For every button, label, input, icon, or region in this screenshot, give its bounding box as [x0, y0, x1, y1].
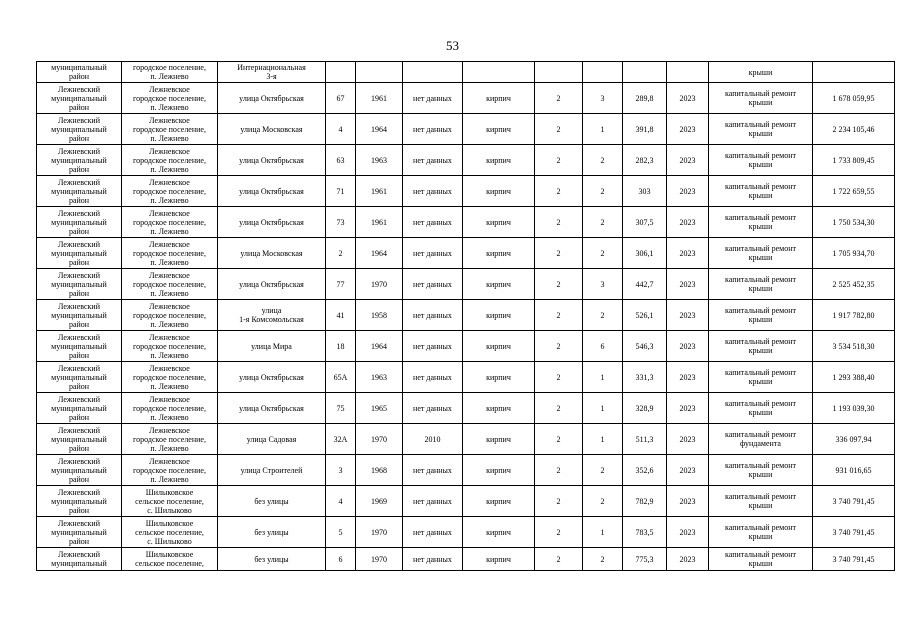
table-row: [37, 300, 895, 331]
cell-entrances: 1: [583, 362, 623, 393]
table-row: [37, 331, 895, 362]
cell-cost: 1 750 534,30: [813, 207, 895, 238]
cell-district: Лежневский муниципальный район: [37, 114, 122, 145]
cell-cost: 2 234 105,46: [813, 114, 895, 145]
table-row: [37, 393, 895, 424]
cell-entrances: 3: [583, 269, 623, 300]
cell-area: 352,6: [623, 455, 667, 486]
cell-cost: 2 525 452,35: [813, 269, 895, 300]
cell-street: улица Московская: [218, 238, 326, 269]
cell-settlement: городское поселение, п. Лежнево: [122, 62, 218, 83]
cell-floors: 2: [535, 176, 583, 207]
cell-entrances: 2: [583, 300, 623, 331]
cell-district: Лежневский муниципальный район: [37, 207, 122, 238]
cell-entrances: 1: [583, 517, 623, 548]
cell-entrances: 2: [583, 486, 623, 517]
cell-cost: 1 722 659,55: [813, 176, 895, 207]
cell-settlement: Лежневское городское поселение, п. Лежнево: [122, 207, 218, 238]
cell-repair-type: капитальный ремонт крыши: [709, 331, 813, 362]
cell-repair-year: 2023: [667, 176, 709, 207]
cell-repair-type: капитальный ремонт крыши: [709, 145, 813, 176]
cell-wall-material: кирпич: [463, 207, 535, 238]
cell-cost: 3 740 791,45: [813, 548, 895, 571]
cell-cost: 336 097,94: [813, 424, 895, 455]
cell-floors: 2: [535, 114, 583, 145]
cell-repair-type: капитальный ремонт крыши: [709, 517, 813, 548]
cell-street: без улицы: [218, 517, 326, 548]
cell-wall-material: кирпич: [463, 517, 535, 548]
page-number: 53: [446, 38, 459, 53]
cell-repair-type: капитальный ремонт крыши: [709, 83, 813, 114]
cell-district: Лежневский муниципальный район: [37, 176, 122, 207]
cell-reconstruction-year: нет данных: [403, 548, 463, 571]
cell-entrances: 6: [583, 331, 623, 362]
cell-entrances: 1: [583, 114, 623, 145]
cell-repair-type: капитальный ремонт крыши: [709, 176, 813, 207]
cell-cost: 3 534 518,30: [813, 331, 895, 362]
cell-district: Лежневский муниципальный район: [37, 517, 122, 548]
cell-cost: 1 678 059,95: [813, 83, 895, 114]
cell-reconstruction-year: нет данных: [403, 393, 463, 424]
cell-reconstruction-year: нет данных: [403, 517, 463, 548]
cell-house-number: 63: [326, 145, 356, 176]
table-row: [37, 517, 895, 548]
cell-street: улица Строителей: [218, 455, 326, 486]
cell-floors: 2: [535, 83, 583, 114]
cell-district: Лежневский муниципальный район: [37, 331, 122, 362]
cell-build-year: 1963: [356, 145, 403, 176]
cell-settlement: Лежневское городское поселение, п. Лежнево: [122, 455, 218, 486]
cell-street: Интернациональная 3-я: [218, 62, 326, 83]
cell-wall-material: [463, 62, 535, 83]
cell-build-year: 1964: [356, 331, 403, 362]
cell-entrances: 2: [583, 455, 623, 486]
cell-floors: [535, 62, 583, 83]
cell-entrances: 2: [583, 548, 623, 571]
cell-street: улица Октябрьская: [218, 269, 326, 300]
cell-street: без улицы: [218, 548, 326, 571]
cell-wall-material: кирпич: [463, 83, 535, 114]
cell-area: 331,3: [623, 362, 667, 393]
cell-settlement: Шилыковское сельское поселение, с. Шилыково: [122, 486, 218, 517]
table-row: [37, 455, 895, 486]
cell-floors: 2: [535, 362, 583, 393]
table-row: [37, 548, 895, 571]
cell-wall-material: кирпич: [463, 331, 535, 362]
cell-cost: 3 740 791,45: [813, 486, 895, 517]
cell-repair-year: 2023: [667, 114, 709, 145]
cell-area: 282,3: [623, 145, 667, 176]
cell-entrances: 1: [583, 393, 623, 424]
table-row: [37, 269, 895, 300]
cell-build-year: [356, 62, 403, 83]
cell-entrances: 3: [583, 83, 623, 114]
cell-area: 328,9: [623, 393, 667, 424]
cell-reconstruction-year: нет данных: [403, 83, 463, 114]
cell-street: улица Октябрьская: [218, 83, 326, 114]
table-row: [37, 145, 895, 176]
cell-settlement: Лежневское городское поселение, п. Лежнево: [122, 393, 218, 424]
cell-area: 303: [623, 176, 667, 207]
cell-settlement: Лежневское городское поселение, п. Лежнево: [122, 362, 218, 393]
cell-repair-type: капитальный ремонт крыши: [709, 269, 813, 300]
cell-house-number: 32А: [326, 424, 356, 455]
cell-district: Лежневский муниципальный район: [37, 362, 122, 393]
cell-repair-type: капитальный ремонт крыши: [709, 486, 813, 517]
cell-street: без улицы: [218, 486, 326, 517]
cell-floors: 2: [535, 269, 583, 300]
cell-house-number: 4: [326, 486, 356, 517]
cell-repair-year: 2023: [667, 517, 709, 548]
cell-build-year: 1969: [356, 486, 403, 517]
cell-house-number: 5: [326, 517, 356, 548]
cell-repair-type: капитальный ремонт крыши: [709, 114, 813, 145]
cell-floors: 2: [535, 300, 583, 331]
cell-build-year: 1958: [356, 300, 403, 331]
cell-build-year: 1961: [356, 176, 403, 207]
cell-build-year: 1961: [356, 83, 403, 114]
cell-district: Лежневский муниципальный район: [37, 83, 122, 114]
cell-repair-year: [667, 62, 709, 83]
cell-build-year: 1970: [356, 517, 403, 548]
cell-reconstruction-year: 2010: [403, 424, 463, 455]
cell-build-year: 1963: [356, 362, 403, 393]
cell-wall-material: кирпич: [463, 176, 535, 207]
cell-area: 783,5: [623, 517, 667, 548]
cell-house-number: 41: [326, 300, 356, 331]
cell-district: Лежневский муниципальный район: [37, 486, 122, 517]
cell-repair-year: 2023: [667, 455, 709, 486]
cell-cost: 1 293 388,40: [813, 362, 895, 393]
cell-wall-material: кирпич: [463, 269, 535, 300]
cell-floors: 2: [535, 393, 583, 424]
cell-area: 782,9: [623, 486, 667, 517]
cell-house-number: 18: [326, 331, 356, 362]
cell-street: улица Октябрьская: [218, 207, 326, 238]
cell-settlement: Лежневское городское поселение, п. Лежнево: [122, 176, 218, 207]
cell-cost: 1 917 782,80: [813, 300, 895, 331]
cell-floors: 2: [535, 548, 583, 571]
cell-entrances: 1: [583, 424, 623, 455]
cell-settlement: Шилыковское сельское поселение, с. Шилыково: [122, 517, 218, 548]
cell-district: Лежневский муниципальный район: [37, 455, 122, 486]
cell-settlement: Лежневское городское поселение, п. Лежнево: [122, 114, 218, 145]
cell-wall-material: кирпич: [463, 300, 535, 331]
cell-area: 391,8: [623, 114, 667, 145]
cell-street: улица Октябрьская: [218, 393, 326, 424]
table-row: [37, 424, 895, 455]
cell-reconstruction-year: [403, 62, 463, 83]
cell-district: Лежневский муниципальный: [37, 548, 122, 571]
cell-street: улица Московская: [218, 114, 326, 145]
cell-settlement: Шилыковское сельское поселение,: [122, 548, 218, 571]
table-row: [37, 238, 895, 269]
cell-district: Лежневский муниципальный район: [37, 393, 122, 424]
cell-floors: 2: [535, 424, 583, 455]
cell-build-year: 1970: [356, 269, 403, 300]
cell-floors: 2: [535, 517, 583, 548]
cell-floors: 2: [535, 238, 583, 269]
cell-build-year: 1965: [356, 393, 403, 424]
cell-wall-material: кирпич: [463, 362, 535, 393]
cell-street: улица Мира: [218, 331, 326, 362]
cell-repair-year: 2023: [667, 300, 709, 331]
cell-house-number: 2: [326, 238, 356, 269]
cell-cost: 1 193 039,30: [813, 393, 895, 424]
cell-build-year: 1964: [356, 238, 403, 269]
cell-district: Лежневский муниципальный район: [37, 269, 122, 300]
cell-house-number: 6: [326, 548, 356, 571]
cell-wall-material: кирпич: [463, 424, 535, 455]
cell-cost: 1 733 809,45: [813, 145, 895, 176]
cell-wall-material: кирпич: [463, 238, 535, 269]
cell-cost: 3 740 791,45: [813, 517, 895, 548]
cell-area: 307,5: [623, 207, 667, 238]
cell-wall-material: кирпич: [463, 548, 535, 571]
cell-reconstruction-year: нет данных: [403, 145, 463, 176]
cell-house-number: [326, 62, 356, 83]
cell-repair-type: капитальный ремонт фундамента: [709, 424, 813, 455]
cell-floors: 2: [535, 145, 583, 176]
cell-repair-type: капитальный ремонт крыши: [709, 455, 813, 486]
housing-repair-table: [36, 61, 895, 571]
cell-reconstruction-year: нет данных: [403, 238, 463, 269]
cell-house-number: 77: [326, 269, 356, 300]
cell-reconstruction-year: нет данных: [403, 455, 463, 486]
cell-street: улица Октябрьская: [218, 362, 326, 393]
cell-reconstruction-year: нет данных: [403, 176, 463, 207]
cell-floors: 2: [535, 455, 583, 486]
cell-settlement: Лежневское городское поселение, п. Лежнево: [122, 145, 218, 176]
cell-floors: 2: [535, 331, 583, 362]
cell-entrances: [583, 62, 623, 83]
cell-build-year: 1968: [356, 455, 403, 486]
cell-district: муниципальный район: [37, 62, 122, 83]
cell-house-number: 71: [326, 176, 356, 207]
cell-wall-material: кирпич: [463, 114, 535, 145]
cell-repair-type: капитальный ремонт крыши: [709, 548, 813, 571]
cell-repair-year: 2023: [667, 424, 709, 455]
cell-entrances: 2: [583, 145, 623, 176]
cell-repair-year: 2023: [667, 331, 709, 362]
cell-cost: 1 705 934,70: [813, 238, 895, 269]
cell-street: улица Садовая: [218, 424, 326, 455]
table-row: [37, 362, 895, 393]
cell-repair-year: 2023: [667, 486, 709, 517]
cell-settlement: Лежневское городское поселение, п. Лежнево: [122, 238, 218, 269]
cell-reconstruction-year: нет данных: [403, 331, 463, 362]
cell-wall-material: кирпич: [463, 455, 535, 486]
cell-settlement: Лежневское городское поселение, п. Лежнево: [122, 300, 218, 331]
cell-house-number: 75: [326, 393, 356, 424]
table-row: [37, 114, 895, 145]
cell-area: 442,7: [623, 269, 667, 300]
cell-house-number: 67: [326, 83, 356, 114]
cell-cost: [813, 62, 895, 83]
cell-wall-material: кирпич: [463, 393, 535, 424]
cell-area: 546,3: [623, 331, 667, 362]
cell-repair-year: 2023: [667, 238, 709, 269]
cell-area: 289,8: [623, 83, 667, 114]
cell-area: 511,3: [623, 424, 667, 455]
table-row: [37, 207, 895, 238]
cell-cost: 931 016,65: [813, 455, 895, 486]
cell-district: Лежневский муниципальный район: [37, 238, 122, 269]
cell-reconstruction-year: нет данных: [403, 269, 463, 300]
cell-repair-year: 2023: [667, 269, 709, 300]
cell-area: [623, 62, 667, 83]
cell-repair-year: 2023: [667, 548, 709, 571]
cell-reconstruction-year: нет данных: [403, 114, 463, 145]
table-row: [37, 486, 895, 517]
cell-reconstruction-year: нет данных: [403, 300, 463, 331]
cell-repair-type: капитальный ремонт крыши: [709, 207, 813, 238]
cell-repair-year: 2023: [667, 393, 709, 424]
cell-repair-type: капитальный ремонт крыши: [709, 393, 813, 424]
cell-area: 306,1: [623, 238, 667, 269]
cell-house-number: 65А: [326, 362, 356, 393]
cell-wall-material: кирпич: [463, 145, 535, 176]
cell-street: улица Октябрьская: [218, 176, 326, 207]
cell-repair-type: крыши: [709, 62, 813, 83]
cell-build-year: 1961: [356, 207, 403, 238]
cell-settlement: Лежневское городское поселение, п. Лежнево: [122, 424, 218, 455]
cell-entrances: 2: [583, 207, 623, 238]
cell-settlement: Лежневское городское поселение, п. Лежнево: [122, 331, 218, 362]
cell-house-number: 3: [326, 455, 356, 486]
cell-district: Лежневский муниципальный район: [37, 300, 122, 331]
cell-district: Лежневский муниципальный район: [37, 145, 122, 176]
cell-repair-year: 2023: [667, 207, 709, 238]
cell-area: 526,1: [623, 300, 667, 331]
cell-repair-type: капитальный ремонт крыши: [709, 238, 813, 269]
cell-wall-material: кирпич: [463, 486, 535, 517]
cell-settlement: Лежневское городское поселение, п. Лежнево: [122, 83, 218, 114]
cell-repair-type: капитальный ремонт крыши: [709, 300, 813, 331]
cell-build-year: 1964: [356, 114, 403, 145]
cell-reconstruction-year: нет данных: [403, 362, 463, 393]
cell-street: улица 1-я Комсомольская: [218, 300, 326, 331]
cell-floors: 2: [535, 207, 583, 238]
cell-street: улица Октябрьская: [218, 145, 326, 176]
cell-house-number: 4: [326, 114, 356, 145]
table-body: [37, 62, 895, 571]
cell-reconstruction-year: нет данных: [403, 207, 463, 238]
cell-repair-year: 2023: [667, 362, 709, 393]
cell-build-year: 1970: [356, 424, 403, 455]
cell-repair-year: 2023: [667, 83, 709, 114]
cell-repair-year: 2023: [667, 145, 709, 176]
cell-floors: 2: [535, 486, 583, 517]
cell-settlement: Лежневское городское поселение, п. Лежнево: [122, 269, 218, 300]
cell-area: 775,3: [623, 548, 667, 571]
table-row: [37, 62, 895, 83]
cell-district: Лежневский муниципальный район: [37, 424, 122, 455]
cell-house-number: 73: [326, 207, 356, 238]
table-row: [37, 176, 895, 207]
cell-entrances: 2: [583, 176, 623, 207]
cell-build-year: 1970: [356, 548, 403, 571]
table-row: [37, 83, 895, 114]
cell-reconstruction-year: нет данных: [403, 486, 463, 517]
cell-entrances: 2: [583, 238, 623, 269]
cell-repair-type: капитальный ремонт крыши: [709, 362, 813, 393]
